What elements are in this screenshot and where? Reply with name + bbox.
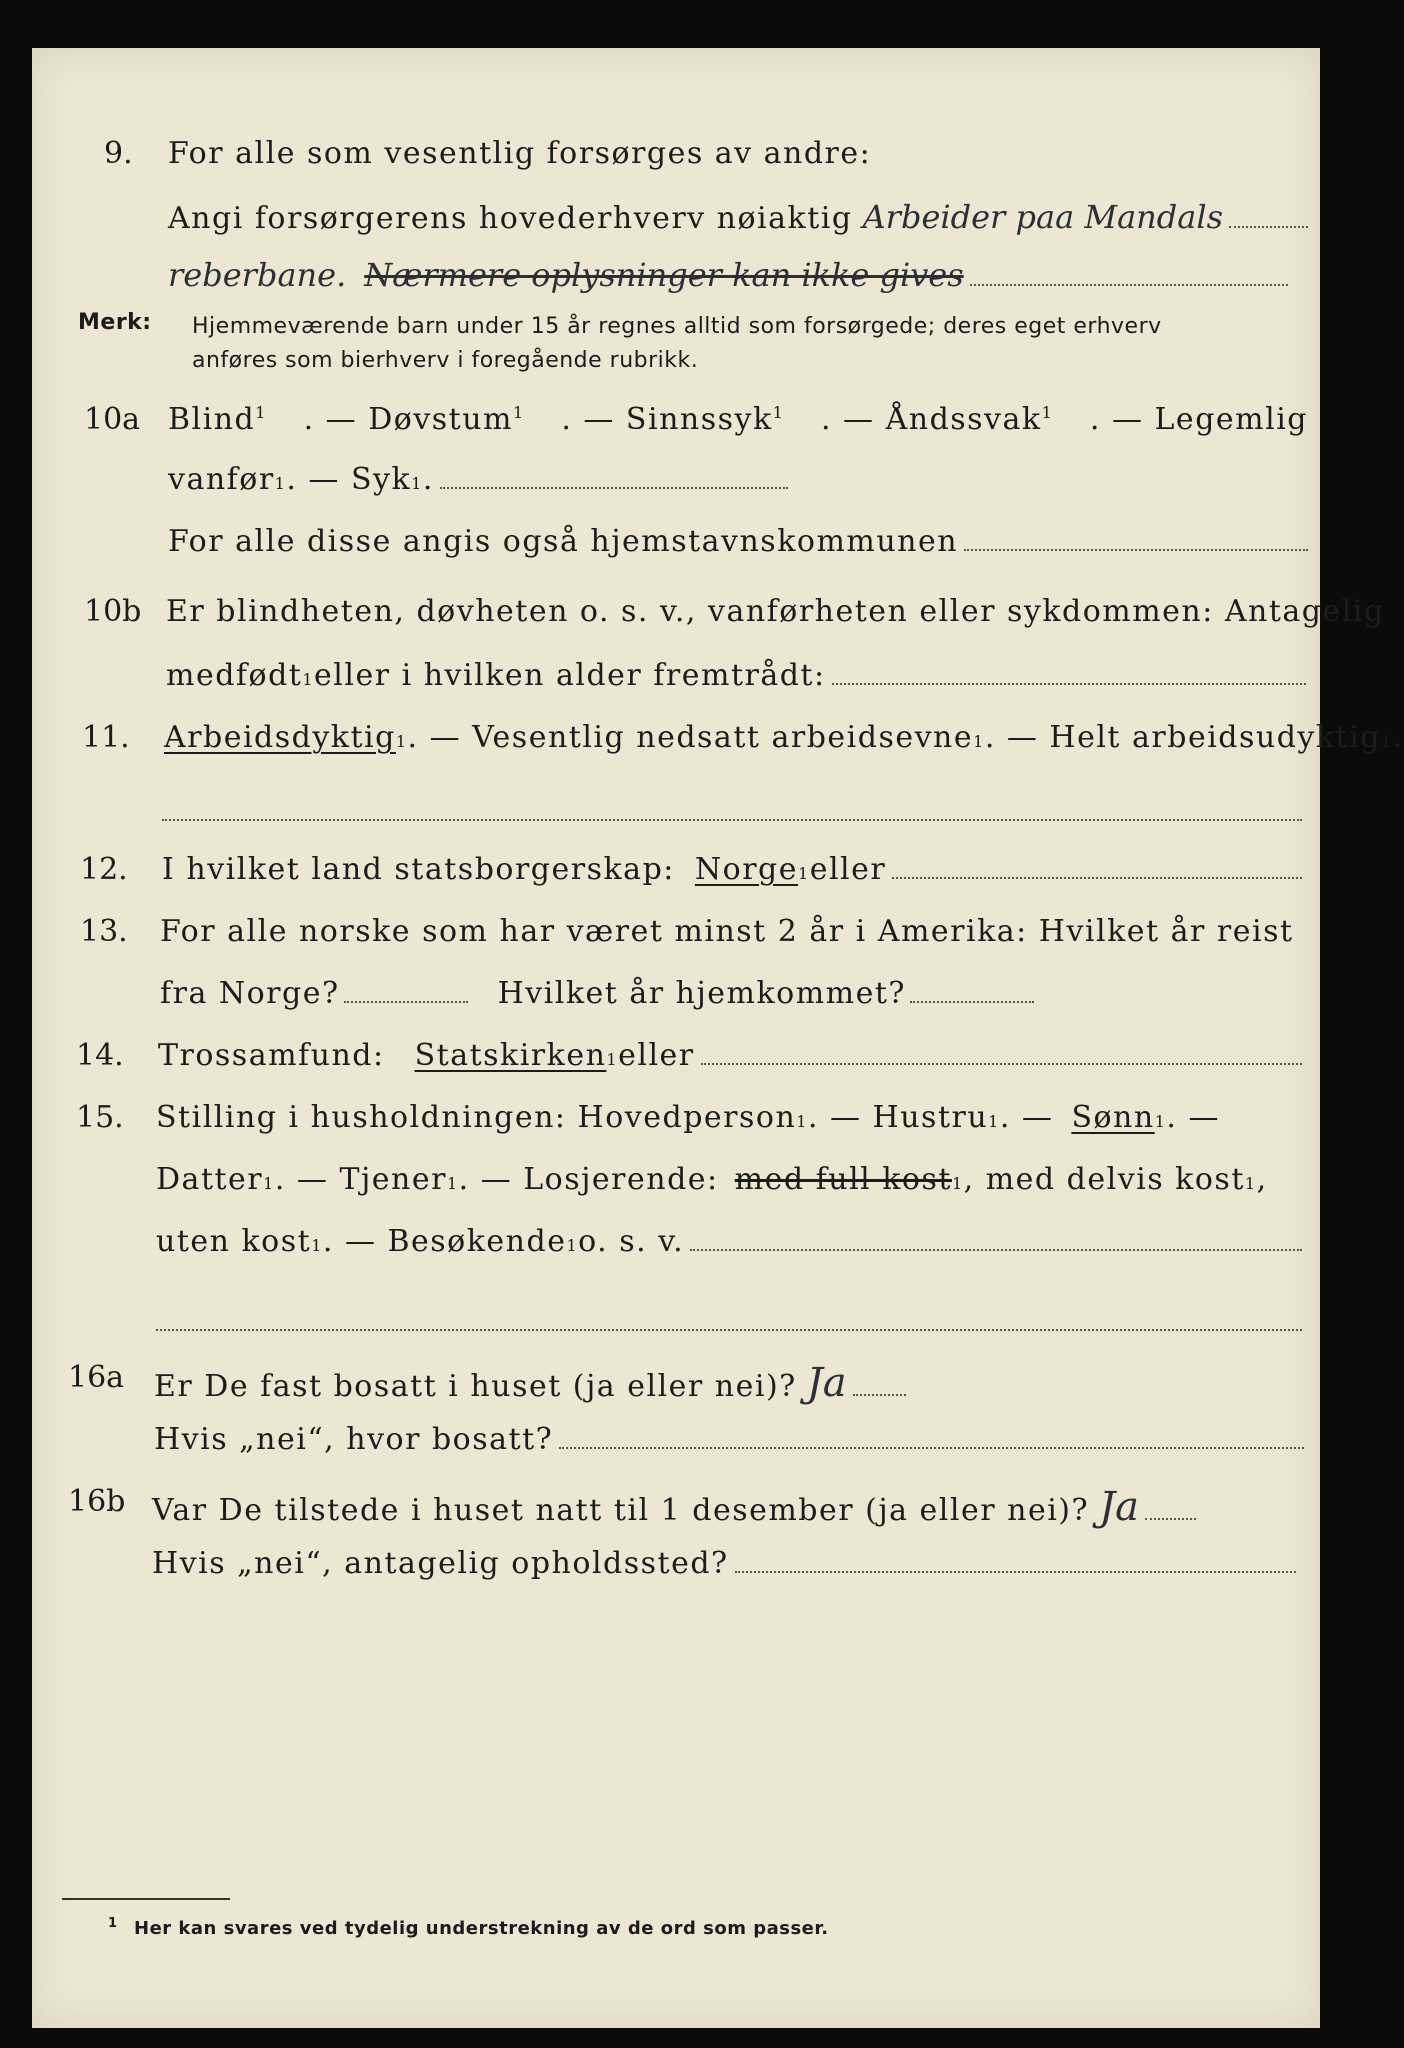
- q10a-hjemstavn-line: [964, 548, 1308, 551]
- q12-fill-line: [892, 876, 1302, 879]
- q11-fill-line: [162, 818, 1302, 821]
- q16a-fill-line: [853, 1393, 906, 1396]
- q9-number: 9.: [104, 136, 133, 171]
- q12-number: 12.: [80, 852, 128, 887]
- q15-number: 15.: [76, 1100, 124, 1135]
- q11-opt-nedsatt: . — Vesentlig nedsatt arbeidsevne: [407, 720, 974, 755]
- census-form-page: [32, 48, 1404, 2028]
- q14-line1: Trossamfund: Statskirken 1 eller: [158, 1038, 1302, 1073]
- q10a-line3: [168, 524, 1308, 559]
- q9-struck-text: Nærmere oplysninger kan ikke gives: [364, 256, 964, 294]
- q15-opt-sonn: Sønn: [1071, 1100, 1155, 1135]
- q12-line1: I hvilket land statsborgerskap: Norge 1 eller: [162, 852, 1302, 887]
- q13-number: 13.: [80, 914, 128, 949]
- footnote-rule: [62, 1898, 230, 1900]
- q15-opt-besokende: . — Besøkende: [322, 1224, 567, 1259]
- q10a-opt-andssvak: . — Åndssvak$^1$: [820, 402, 1054, 437]
- q15-opt-tjener: . — Tjener: [274, 1162, 447, 1197]
- footnote-mark: 1: [108, 1916, 118, 1931]
- q13-line2: [160, 976, 1034, 1011]
- q15-opt-datter: Datter: [156, 1162, 264, 1197]
- q9-handwritten-answer-cont: reberbane.: [168, 256, 347, 294]
- q9-prompt: Angi forsørgerens hovederhverv nøiaktig: [168, 201, 853, 236]
- q10a-opt-legemlig: . — Legemlig: [1089, 402, 1308, 437]
- q15-opt-uten-kost: uten kost: [156, 1224, 312, 1259]
- q10a-line2: vanfør 1 . — Syk 1 .: [168, 462, 788, 497]
- q14-number: 14.: [76, 1038, 124, 1073]
- q16a-number: 16a: [68, 1360, 125, 1395]
- q16b-hvis-nei-line: [735, 1570, 1296, 1573]
- merk-line1: Hjemmeværende barn under 15 år regnes alltid som forsørgede; deres eget erhverv: [192, 314, 1162, 339]
- q15-fill-line-2: [156, 1328, 1302, 1331]
- q15-opt-full-kost-struck: med full kost: [734, 1162, 952, 1197]
- q16b-hvis-nei-prompt: Hvis „nei“, antagelig opholdssted?: [152, 1546, 729, 1581]
- q15-fill-line: [690, 1248, 1302, 1251]
- q13-hjemkommet-line: [910, 1001, 1034, 1003]
- q10a-opt-sinnssyk: . — Sinnssyk$^1$: [561, 402, 785, 437]
- q14-prompt: Trossamfund:: [158, 1038, 385, 1073]
- q9-handwritten-answer: Arbeider paa Mandals: [862, 198, 1223, 236]
- q9-line1: For alle som vesentlig forsørges av andre:: [168, 136, 872, 171]
- q16b-line1: [152, 1484, 1196, 1530]
- q13-line1: For alle norske som har været minst 2 år i Amerika: Hvilket år reist: [160, 914, 1294, 949]
- q10b-number: 10b: [84, 594, 142, 629]
- q16b-line2: [152, 1546, 1296, 1581]
- q9-line2: [168, 198, 1308, 236]
- q16a-hvis-nei-prompt: Hvis „nei“, hvor bosatt?: [154, 1422, 554, 1457]
- q10a-number: 10a: [84, 402, 141, 437]
- q10b-line2: medfødt 1 eller i hvilken alder fremtrådt:: [166, 658, 1306, 693]
- q11-opt-arbeidsdyktig: Arbeidsdyktig: [164, 720, 396, 755]
- q16b-handwritten-answer: Ja: [1099, 1484, 1139, 1530]
- q16b-number: 16b: [68, 1484, 126, 1519]
- q15-opt-losjerende: . — Losjerende:: [458, 1162, 719, 1197]
- q10a-opt-vanfor: vanfør: [168, 462, 275, 497]
- q15-line3: uten kost 1 . — Besøkende 1 o. s. v.: [156, 1224, 1302, 1259]
- footnote-text: Her kan svares ved tydelig understrekning av de ord som passer.: [134, 1918, 829, 1939]
- q13-hjemkommet-prompt: Hvilket år hjemkommet?: [497, 976, 907, 1011]
- q11-opt-udyktig: . — Helt arbeidsudyktig: [984, 720, 1381, 755]
- merk-line2: anføres som bierhverv i foregående rubrikk.: [192, 348, 699, 373]
- q11-number: 11.: [82, 720, 130, 755]
- q13-reist-prompt: fra Norge?: [160, 976, 340, 1011]
- q10a-fill-line: [440, 486, 788, 489]
- q12-prompt: I hvilket land statsborgerskap:: [162, 852, 675, 887]
- q10b-opt-medfodt: medfødt: [166, 658, 303, 693]
- q9-fill-line: [1229, 225, 1308, 228]
- q16a-line1: [154, 1360, 906, 1406]
- q10a-opt-syk: . — Syk: [286, 462, 412, 497]
- q16a-line2: [154, 1422, 1304, 1457]
- q13-reist-line: [344, 1001, 468, 1003]
- q16a-hvis-nei-line: [559, 1446, 1304, 1449]
- q14-fill-line: [701, 1062, 1302, 1065]
- q15-opt-delvis-kost: , med delvis kost: [963, 1162, 1245, 1197]
- q16a-handwritten-answer: Ja: [806, 1360, 847, 1406]
- merk-label: Merk:: [78, 310, 152, 335]
- q16b-fill-line: [1145, 1517, 1196, 1520]
- q10b-line1: Er blindheten, døvheten o. s. v., vanførheten eller sykdommen: Antagelig: [166, 594, 1385, 629]
- q10a-opt-dovstum: . — Døvstum$^1$: [303, 402, 525, 437]
- q10a-line1: [168, 402, 1308, 437]
- q15-opt-hustru: . — Hustru: [807, 1100, 989, 1135]
- q15-opt-hovedperson: Stilling i husholdningen: Hovedperson: [156, 1100, 797, 1135]
- q11-line1: Arbeidsdyktig 1 . — Vesentlig nedsatt arbeidsevne 1 . — Helt arbeidsudyktig 1 .: [164, 720, 1404, 755]
- q12-answer-norge: Norge: [694, 852, 799, 887]
- q9-line3: [168, 256, 1288, 294]
- q14-answer-statskirken: Statskirken: [414, 1038, 607, 1073]
- q16b-prompt: Var De tilstede i huset natt til 1 desember (ja eller nei)?: [152, 1493, 1090, 1528]
- q15-line1: Stilling i husholdningen: Hovedperson 1 . — Hustru 1 . — Sønn 1 . —: [156, 1100, 1220, 1135]
- q15-line2: Datter 1 . — Tjener 1 . — Losjerende: med full kost 1 , med delvis kost 1 ,: [156, 1162, 1268, 1197]
- q16a-prompt: Er De fast bosatt i huset (ja eller nei)?: [154, 1369, 797, 1404]
- q10a-opt-blind: Blind$^1$: [168, 402, 267, 437]
- q10b-fill-line: [832, 682, 1306, 685]
- q10a-hjemstavn-prompt: For alle disse angis også hjemstavnskommunen: [168, 524, 959, 559]
- q9-fill-line-2: [970, 283, 1288, 286]
